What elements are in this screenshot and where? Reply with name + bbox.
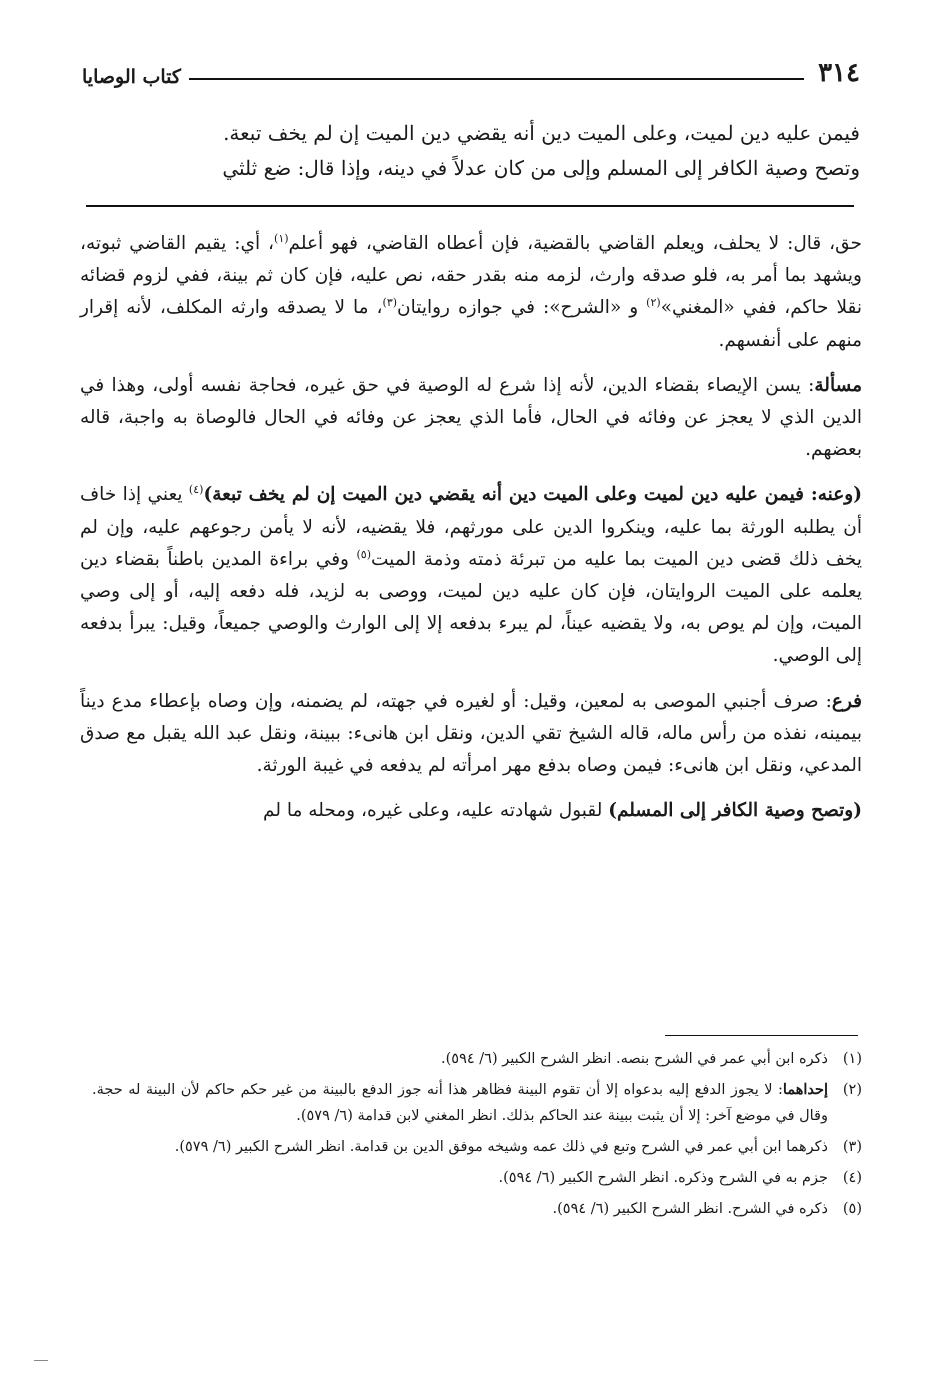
footnote-label: إحداهما [782, 1081, 828, 1098]
footnote-number: (٣) [842, 1139, 862, 1155]
footnote [92, 1077, 862, 1129]
text-run: ، ما لا يصدقه وارثه المكلف، لأنه إقرار منهم على أنفسهم. [80, 297, 862, 351]
matn-separator [86, 205, 854, 207]
footnote-ref[interactable]: (٣) [382, 296, 398, 310]
footnote-ref[interactable]: (٢) [646, 296, 661, 310]
text-run: حق، قال: لا يحلف، ويعلم القاضي بالقضية، فإن أعطاه القاضي، فهو أعلم [288, 233, 862, 254]
footnote-number: (١) [842, 1051, 862, 1067]
main-text [80, 116, 860, 186]
commentary-paragraph [80, 686, 862, 783]
page-header [82, 52, 860, 88]
footnote-text: ذكرهما ابن أبي عمر في الشرح وتبع في ذلك عمه وشيخه موفق الدين بن قدامة. انظر الشرح الكبير (٦/ ٥٧٩). [174, 1139, 828, 1155]
book-title: كتاب الوصايا [82, 66, 181, 88]
footnote-text [92, 1077, 828, 1129]
footnote [92, 1134, 862, 1160]
text-run: و «الشرح»: في جوازه روايتان [397, 297, 647, 319]
footnote-text: ذكره ابن أبي عمر في الشرح بنصه. انظر الشرح الكبير (٦/ ٥٩٤). [441, 1051, 828, 1067]
footnote-text: جزم به في الشرح وذكره. انظر الشرح الكبير (٦/ ٥٩٤). [498, 1170, 828, 1186]
matn-line: وتصح وصية الكافر إلى المسلم وإلى من كان عدلاً في دينه، وإذا قال: ضع ثلثي [222, 156, 860, 180]
matn-quote: (وعنه: فيمن عليه دين لميت وعلى الميت دين أنه يقضي دين الميت إن لم يخف تبعة) [203, 484, 862, 506]
commentary-paragraph [80, 228, 862, 357]
footnote-ref[interactable]: (٥) [356, 547, 371, 561]
commentary-paragraph [80, 795, 862, 827]
commentary [80, 228, 862, 827]
commentary-paragraph [80, 479, 862, 672]
footnote [92, 1196, 862, 1222]
commentary-paragraph [80, 370, 862, 467]
scan-mark [34, 1360, 48, 1361]
footnote-ref[interactable]: (١) [274, 231, 289, 245]
section-label: فرع [831, 690, 862, 712]
text-run: وفي براءة المدين باطناً بقضاء دين يعلمه على الميت الروايتان، فإن كان عليه دين لميت، ووصى به لزيد، فله دفعه إليه، أو إلى وصي الميت، وإن لم يوص به، ولا يقضيه عيناً، لم يبرء بدفعه إلا إلى الوارث والوصي جميعاً، وقيل: يبرأ بدفعه إلى الوصي. [80, 548, 862, 667]
text-run: ، أي: يقيم القاضي ثبوته، ويشهد بما أمر به، فلو صدقه وارث، لزمه منه بقدر حقه، نص عليه، فإن كان ثم بينة، ففي لزوم قضائه نقلا حاكم، ففي «المغني» [80, 233, 863, 319]
footnote-number: (٥) [842, 1201, 862, 1217]
footnotes [92, 1046, 862, 1227]
text-run: يعني إذا خاف أن يطلبه الورثة بما عليه، وينكروا الدين على مورثهم، فلا يقضيه، لأنه لا يأمن رجوعهم عليه، وإن لم يخف ذلك قضى دين الميت بما عليه من تبرئة ذمته وذمة الميت [80, 484, 863, 570]
matn-quote: (وتصح وصية الكافر إلى المسلم) [608, 800, 862, 822]
footnote-ref[interactable]: (٤) [188, 483, 204, 497]
footnote-number: (٤) [842, 1170, 862, 1186]
section-label: مسألة [814, 374, 862, 396]
footnote-separator [665, 1035, 858, 1036]
footnote-number: (٢) [842, 1082, 862, 1098]
matn-line: فيمن عليه دين لميت، وعلى الميت دين أنه يقضي دين الميت إن لم يخف تبعة. [223, 121, 860, 145]
footnote [92, 1165, 862, 1191]
header-rule [189, 78, 804, 80]
page-number: ٣١٤ [818, 58, 860, 88]
footnote-text: ذكره في الشرح. انظر الشرح الكبير (٦/ ٥٩٤). [552, 1201, 828, 1217]
text-run: لقبول شهادته عليه، وعلى غيره، ومحله ما لم [263, 800, 609, 822]
text-run: : يسن الإيصاء بقضاء الدين، لأنه إذا شرع له الوصية في حق غيره، فحاجة نفسه أولى، وهذا في الدين الذي لا يعجز عن وفائه في الحال، فأما الذي يعجز عن وفائه في الحال فالوصاة به واجبة، قاله بعضهم. [80, 374, 862, 461]
text-run: : لا يجوز الدفع إليه بدعواه إلا أن تقوم البينة فظاهر هذا أنه جوز الدفع بالبينة من غير حكم حاكم لأن البينة له حجة. وقال في موضع آخر: إلا أن يثبت ببينة عند الحاكم بذلك. انظر المغني لابن قدامة (٦/ ٥٧٩). [92, 1082, 828, 1124]
footnote [92, 1046, 862, 1072]
text-run: : صرف أجنبي الموصى به لمعين، وقيل: أو لغيره في جهته، لم يضمنه، وإن وصاه بإعطاء مدع ديناً بيمينه، نفذه من رأس ماله، قاله الشيخ تقي الدين، ونقل ابن هانىء: ببينة، ونقل عبد الله يقبل مع صدق المدعي، ونقل ابن هانىء: فيمن وصاه بدفع مهر امرأته لم يدفعه في غيبة الورثة. [80, 690, 862, 777]
